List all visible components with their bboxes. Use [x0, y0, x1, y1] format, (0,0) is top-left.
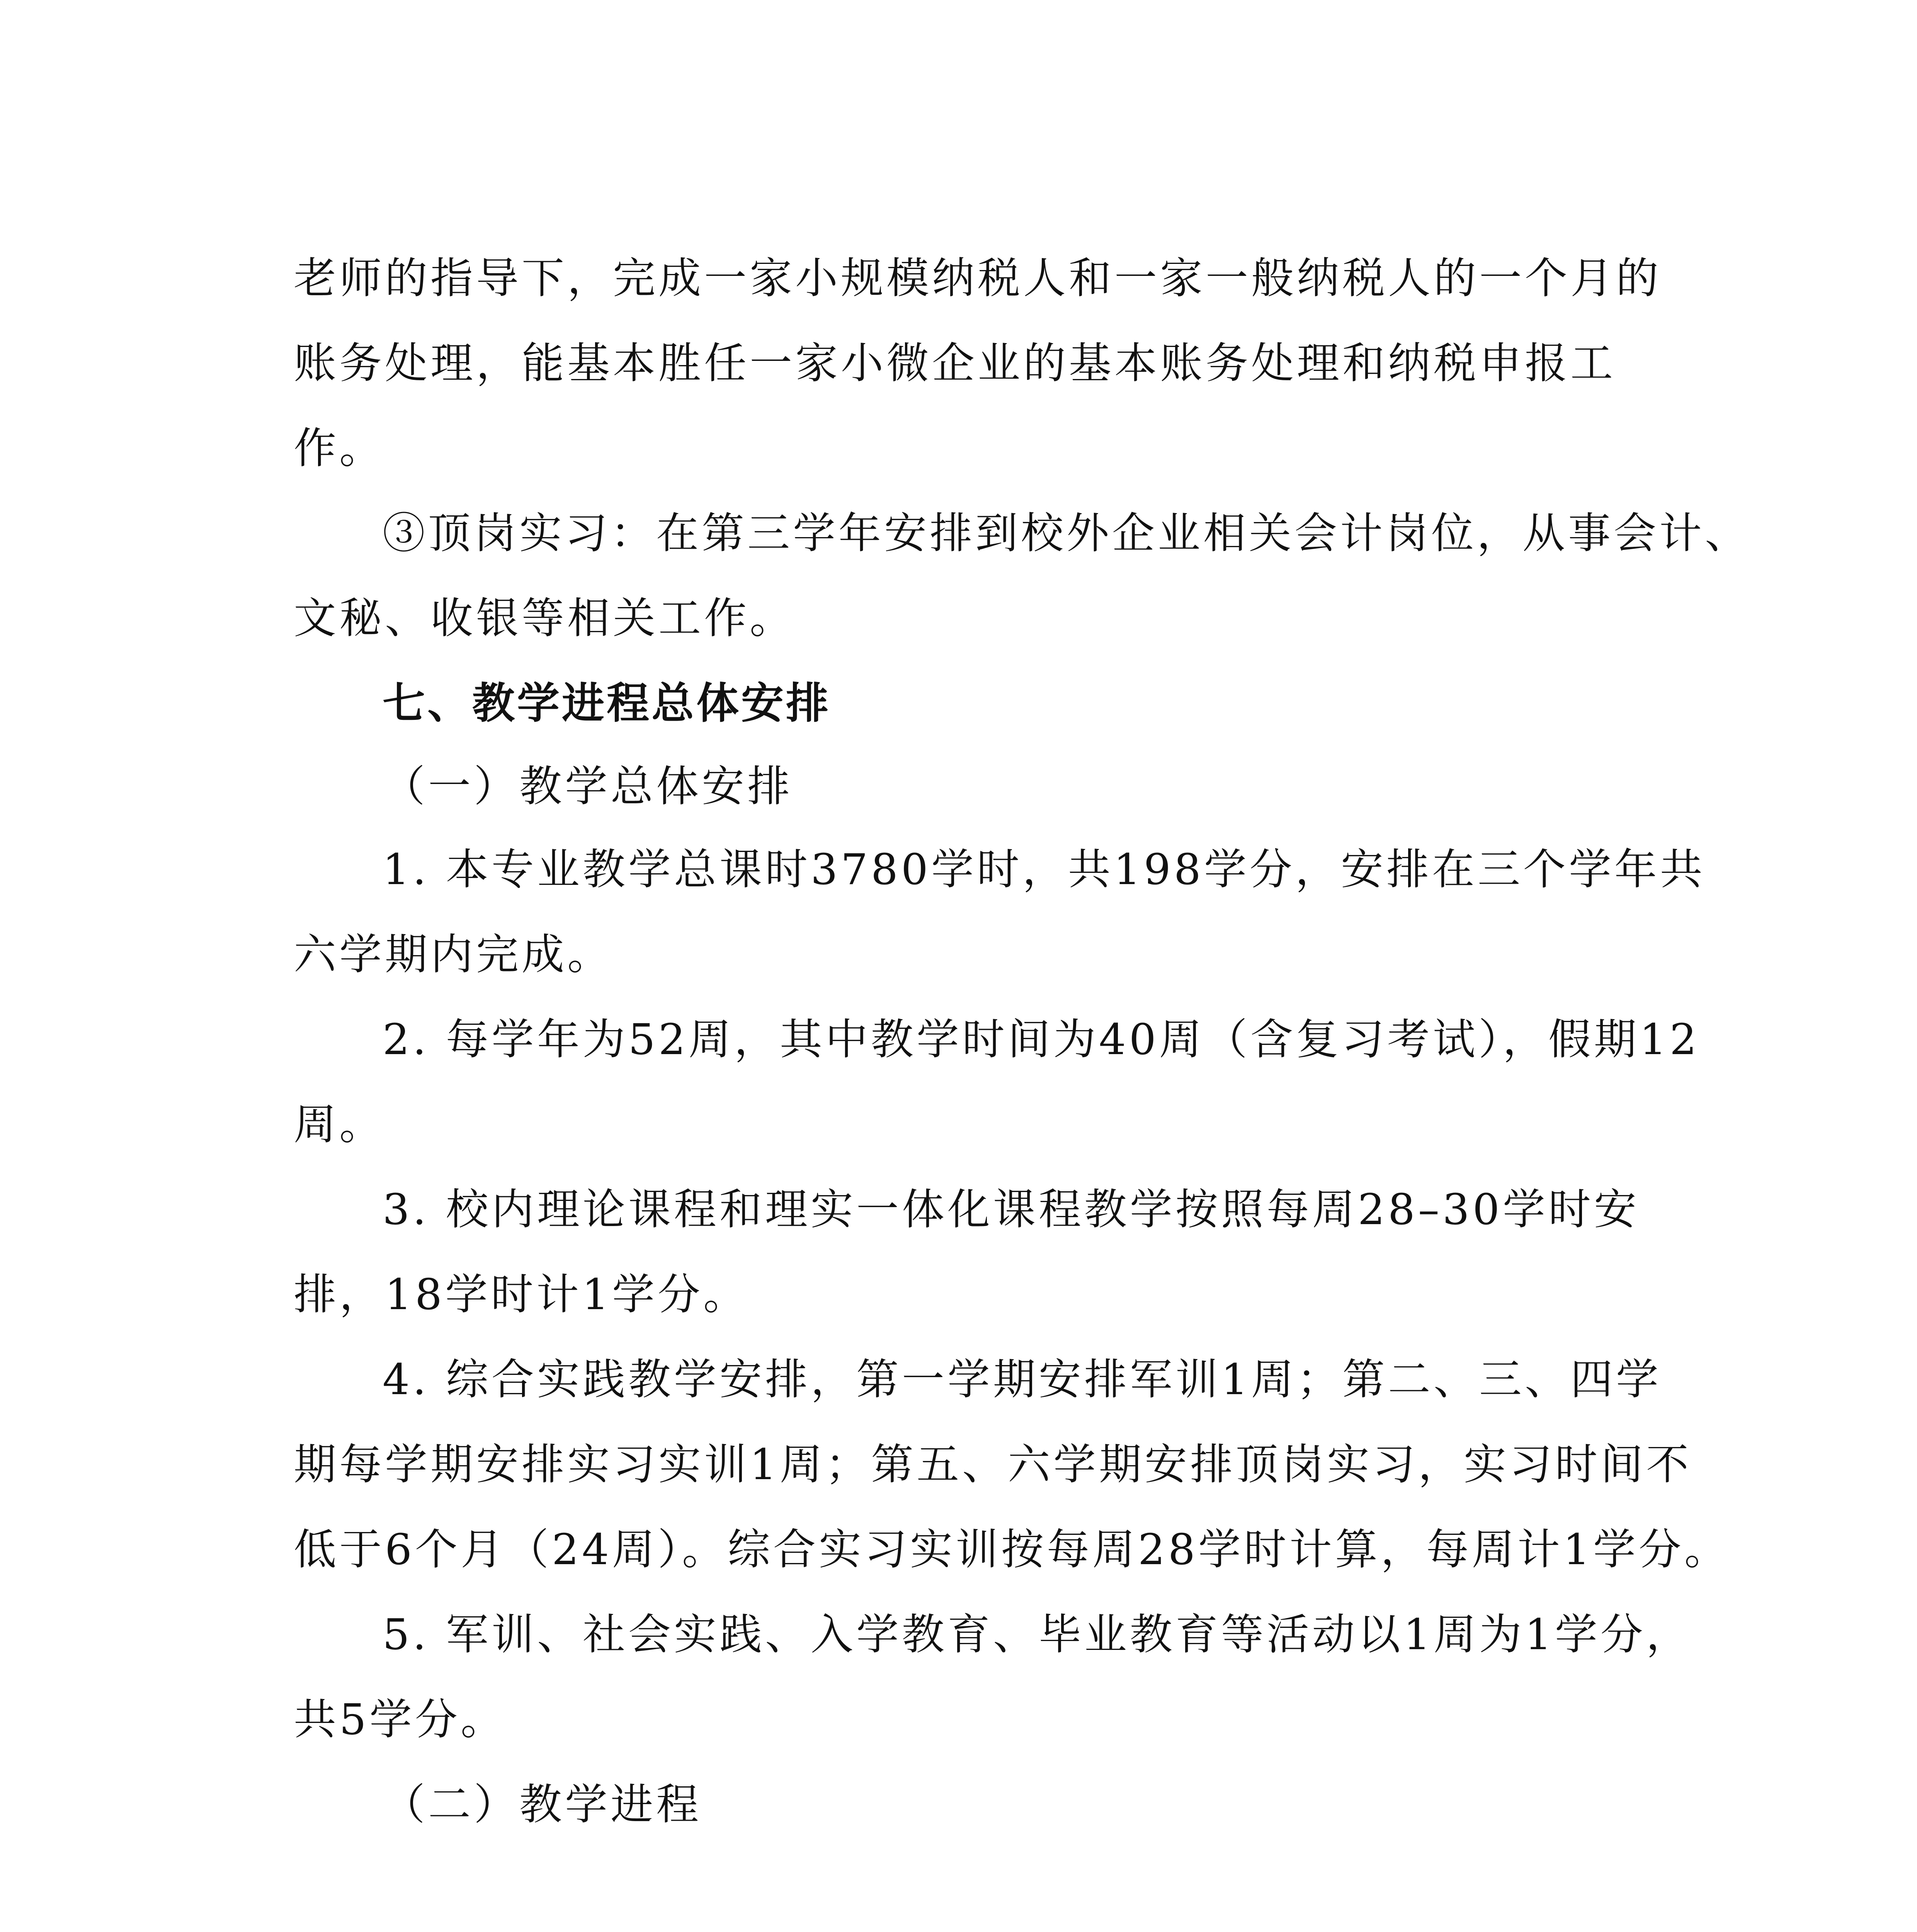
item-5-line-1: 5. 军训、社会实践、入学教育、毕业教育等活动以1周为1学分， [383, 1610, 1692, 1659]
item-2-line-2: 周。 [294, 1100, 385, 1149]
practice-paragraph-line-3: 作。 [294, 423, 385, 473]
internship-paragraph-line-2: 文秘、收银等相关工作。 [294, 594, 795, 643]
practice-paragraph-line-1: 老师的指导下，完成一家小规模纳税人和一家一般纳税人的一个月的 [294, 253, 1662, 303]
item-3-line-1: 3. 校内理论课程和理实一体化课程教学按照每周28–30学时安 [383, 1185, 1640, 1234]
subsection-title-overall: （一）教学总体安排 [383, 762, 793, 811]
item-4-line-1: 4. 综合实践教学安排，第一学期安排军训1周；第二、三、四学 [383, 1355, 1662, 1404]
item-3-line-2: 排，18学时计1学分。 [294, 1270, 749, 1319]
section-heading: 七、教学进程总体安排 [383, 679, 831, 728]
item-1-line-1: 1. 本专业教学总课时3780学时，共198学分，安排在三个学年共 [383, 845, 1706, 894]
item-4-line-3: 低于6个月（24周）。综合实习实训按每周28学时计算，每周计1学分。 [294, 1525, 1730, 1574]
internship-paragraph-line-1: ③顶岗实习：在第三学年安排到校外企业相关会计岗位，从事会计、 [383, 509, 1750, 558]
practice-paragraph-line-2: 账务处理，能基本胜任一家小微企业的基本账务处理和纳税申报工 [294, 338, 1616, 388]
subsection-title-progress: （二）教学进程 [383, 1780, 702, 1829]
item-2-line-1: 2. 每学年为52周，其中教学时间为40周（含复习考试），假期12 [383, 1015, 1700, 1064]
item-1-line-2: 六学期内完成。 [294, 930, 613, 979]
item-5-line-2: 共5学分。 [294, 1695, 506, 1744]
item-4-line-2: 期每学期安排实习实训1周；第五、六学期安排顶岗实习，实习时间不 [294, 1440, 1692, 1489]
